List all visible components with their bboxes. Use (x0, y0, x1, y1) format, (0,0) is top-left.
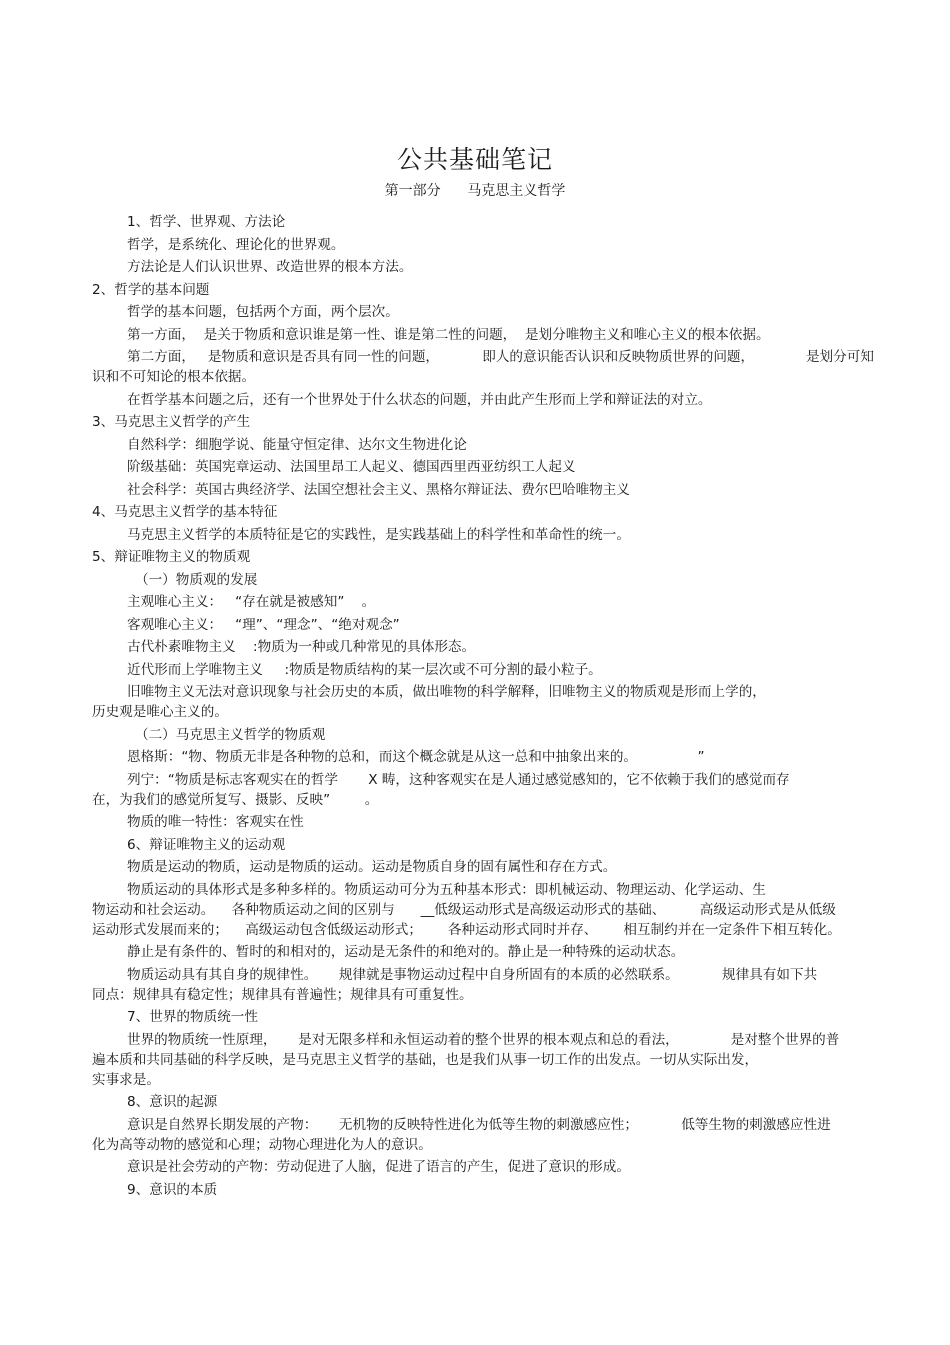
text-line: （一）物质观的发展 (135, 571, 258, 588)
text-line: 意识是社会劳动的产物：劳动促进了人脑，促进了语言的产生，促进了意识的形成。 (127, 1159, 630, 1175)
text-line: 古代朴素唯物主义 :物质为一种或几种常见的具体形态。 (127, 639, 476, 655)
text-line: 8、意识的起源 (127, 1094, 218, 1110)
text-line: 7、世界的物质统一性 (127, 1009, 258, 1025)
text-line: 实事求是。 (92, 1071, 160, 1088)
text-line: 3、马克思主义哲学的产生 (92, 414, 251, 430)
text-line: 世界的物质统一性原理， 是对无限多样和永恒运动着的整个世界的根本观点和总的看法， 是对整个世界的普 (127, 1031, 840, 1048)
text-line: 物质的唯一特性：客观实在性 (127, 814, 304, 830)
text-line: 4、马克思主义哲学的基本特征 (92, 504, 278, 520)
document-subtitle: 第一部分 马克思主义哲学 (384, 183, 566, 199)
text-line: 同点：规律具有稳定性；规律具有普遍性；规律具有可重复性。 (92, 986, 473, 1003)
text-line: 历史观是唯心主义的。 (92, 704, 228, 720)
text-line: 主观唯心主义： “存在就是被感知” 。 (127, 594, 376, 610)
document-title: 公共基础笔记 (396, 145, 553, 174)
text-line: 在，为我们的感觉所复写、摄影、反映” 。 (92, 791, 379, 808)
text-line: 旧唯物主义无法对意识现象与社会历史的本质，做出唯物的科学解释，旧唯物主义的物质观是形而上学的， (127, 684, 766, 700)
text-line: 在哲学基本问题之后，还有一个世界处于什么状态的问题，并由此产生形而上学和辩证法的对立。 (127, 391, 712, 408)
text-line: 6、辩证唯物主义的运动观 (127, 836, 286, 853)
text-line: 2、哲学的基本问题 (92, 281, 210, 298)
text-line: 物质是运动的物质，运动是物质的运动。运动是物质自身的固有属性和存在方式。 (127, 859, 617, 875)
document-body (92, 212, 900, 1202)
text-line: 物质运动的具体形式是多种多样的。物质运动可分为五种基本形式：即机械运动、物理运动、化学运动、生 (127, 881, 766, 898)
text-line: 物运动和社会运动。 各种物质运动之间的区别与 __低级运动形式是高级运动形式的基础、 高级运动形式是从低级 (92, 901, 836, 918)
text-line: 客观唯心主义： “理”、“理念”、“绝对观念” (127, 616, 400, 633)
text-line: 物质运动具有其自身的规律性。 规律就是事物运动过程中自身所固有的本质的必然联系。 规律具有如下共 (127, 966, 818, 983)
text-line: （二）马克思主义哲学的物质观 (135, 726, 326, 743)
text-line: 阶级基础：英国宪章运动、法国里昂工人起义、德国西里西亚纺织工人起义 (127, 459, 576, 475)
text-line: 意识是自然界长期发展的产物： 无机物的反映特性进化为低等生物的刺激感应性； 低等生物的刺激感应性进 (127, 1116, 831, 1133)
text-line: 9、意识的本质 (127, 1181, 218, 1198)
text-line: 方法论是人们认识世界、改造世界的根本方法。 (127, 259, 413, 275)
text-line: 识和不可知论的根本依据。 (92, 369, 256, 385)
text-line: 运动形式发展而来的； 高级运动包含低级运动形式； 各种运动形式同时并存、 相互制约并在一定条件下相互转化。 (92, 921, 841, 938)
text-line: 近代形而上学唯物主义 :物质是物质结构的某一层次或不可分割的最小粒子。 (127, 661, 602, 678)
text-line: 自然科学：细胞学说、能量守恒定律、达尔文生物进化论 (127, 436, 467, 453)
text-line: 第一方面， 是关于物质和意识谁是第一性、谁是第二性的问题， 是划分唯物主义和唯心主义的根本依据。 (127, 326, 770, 343)
text-line: 1、哲学、世界观、方法论 (127, 214, 286, 230)
text-line: 列宁：“物质是标志客观实在的哲学 X 畴，这种客观实在是人通过感觉感知的，它不依赖于我们的感觉而存 (127, 771, 790, 788)
text-line: 社会科学：英国古典经济学、法国空想社会主义、黑格尔辩证法、费尔巴哈唯物主义 (127, 481, 630, 498)
text-line: 遍本质和共同基础的科学反映，是马克思主义哲学的基础，也是我们从事一切工作的出发点。一切从实际出发， (92, 1051, 759, 1068)
text-line: 5、辩证唯物主义的物质观 (92, 549, 251, 565)
text-line: 第二方面， 是物质和意识是否具有同一性的问题， 即人的意识能否认识和反映物质世界的问题， 是划分可知 (127, 349, 874, 365)
text-line: 哲学，是系统化、理论化的世界观。 (127, 236, 345, 253)
text-line: 马克思主义哲学的本质特征是它的实践性，是实践基础上的科学性和革命性的统一。 (127, 526, 630, 543)
text-line: 哲学的基本问题，包括两个方面，两个层次。 (127, 304, 399, 320)
text-line: 化为高等动物的感觉和心理；动物心理进化为人的意识。 (92, 1136, 432, 1153)
text-line: 恩格斯：“物、物质无非是各种物的总和，而这个概念就是从这一总和中抽象出来的。 ” (127, 749, 705, 765)
text-line: 静止是有条件的、暂时的和相对的，运动是无条件的和绝对的。静止是一种特殊的运动状态。 (127, 944, 685, 960)
